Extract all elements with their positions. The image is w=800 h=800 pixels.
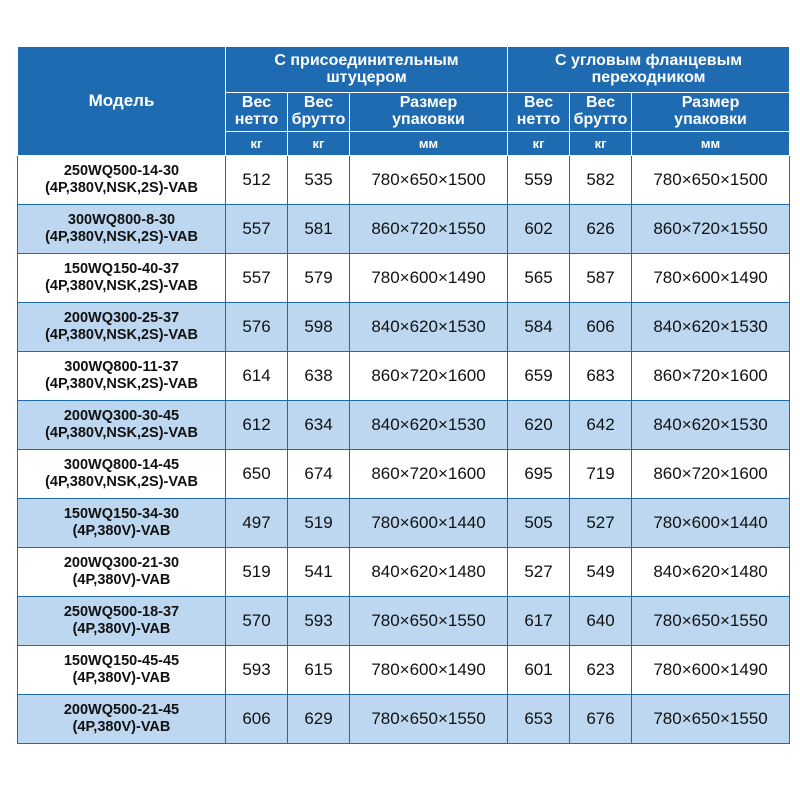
table-row — [18, 254, 790, 303]
table-row — [18, 597, 790, 646]
gross-weight-flange-cell: 549 — [570, 548, 632, 597]
model-spec: (4P,380V)-VAB — [72, 719, 171, 735]
model-name: 200WQ300-30-45 — [63, 408, 180, 425]
package-size-fitting-cell: 860×720×1600 — [350, 450, 508, 499]
model-cell — [18, 499, 226, 548]
gross-weight-flange-cell: 640 — [570, 597, 632, 646]
net-weight-fitting-cell: 593 — [226, 646, 288, 695]
package-size-fitting-cell: 780×600×1440 — [350, 499, 508, 548]
gross-weight-flange-cell: 606 — [570, 303, 632, 352]
header-group-fitting-line2: штуцером — [326, 68, 407, 86]
model-name: 200WQ500-21-45 — [63, 702, 180, 719]
model-cell — [18, 303, 226, 352]
package-size-flange-cell: 840×620×1530 — [632, 401, 790, 450]
package-size-fitting-cell: 780×600×1490 — [350, 646, 508, 695]
gross-weight-fitting-cell: 579 — [288, 254, 350, 303]
package-size-fitting-cell: 840×620×1480 — [350, 548, 508, 597]
gross-weight-flange-cell: 642 — [570, 401, 632, 450]
gross-weight-flange-cell: 623 — [570, 646, 632, 695]
model-spec: (4P,380V,NSK,2S)-VAB — [45, 278, 198, 294]
gross-weight-fitting-cell: 634 — [288, 401, 350, 450]
unit-kg-gross-b: кг — [570, 132, 632, 156]
header-group-fitting — [226, 47, 508, 93]
table-row — [18, 548, 790, 597]
gross-weight-fitting-cell: 674 — [288, 450, 350, 499]
gross-weight-fitting-cell: 629 — [288, 695, 350, 744]
net-weight-flange-cell: 617 — [508, 597, 570, 646]
header-net-weight-a-line2: нетто — [234, 111, 279, 128]
net-weight-flange-cell: 659 — [508, 352, 570, 401]
table-row — [18, 205, 790, 254]
gross-weight-fitting-cell: 598 — [288, 303, 350, 352]
net-weight-flange-cell: 602 — [508, 205, 570, 254]
package-size-fitting-cell: 780×650×1500 — [350, 156, 508, 205]
unit-mm-size-b: мм — [632, 132, 790, 156]
package-size-flange-cell: 780×600×1490 — [632, 254, 790, 303]
header-group-flange-line1: С угловым фланцевым — [555, 51, 743, 69]
package-size-flange-cell: 860×720×1600 — [632, 352, 790, 401]
package-size-flange-cell: 860×720×1550 — [632, 205, 790, 254]
header-gross-weight-b-line1: Вес — [585, 94, 616, 112]
gross-weight-fitting-cell: 541 — [288, 548, 350, 597]
model-name: 200WQ300-25-37 — [63, 310, 180, 327]
gross-weight-flange-cell: 527 — [570, 499, 632, 548]
net-weight-flange-cell: 653 — [508, 695, 570, 744]
table-body — [18, 156, 790, 744]
model-name: 150WQ150-45-45 — [63, 653, 180, 670]
package-size-flange-cell: 780×600×1490 — [632, 646, 790, 695]
model-name: 250WQ500-14-30 — [63, 163, 180, 180]
model-cell — [18, 156, 226, 205]
model-spec: (4P,380V,NSK,2S)-VAB — [45, 180, 198, 196]
net-weight-fitting-cell: 497 — [226, 499, 288, 548]
gross-weight-fitting-cell: 593 — [288, 597, 350, 646]
pump-weights-table-sheet — [17, 46, 783, 744]
model-name: 150WQ150-34-30 — [63, 506, 180, 523]
gross-weight-flange-cell: 582 — [570, 156, 632, 205]
gross-weight-flange-cell: 683 — [570, 352, 632, 401]
table-row — [18, 450, 790, 499]
net-weight-flange-cell: 601 — [508, 646, 570, 695]
header-model — [18, 47, 226, 156]
model-name: 150WQ150-40-37 — [63, 261, 180, 278]
header-model-label: Модель — [88, 91, 155, 111]
package-size-fitting-cell: 840×620×1530 — [350, 303, 508, 352]
gross-weight-flange-cell: 587 — [570, 254, 632, 303]
package-size-flange-cell: 860×720×1600 — [632, 450, 790, 499]
header-package-size-b — [632, 93, 790, 132]
model-cell — [18, 548, 226, 597]
header-gross-weight-a-line2: брутто — [291, 111, 346, 128]
package-size-fitting-cell: 780×650×1550 — [350, 597, 508, 646]
model-cell — [18, 646, 226, 695]
model-cell — [18, 597, 226, 646]
model-cell — [18, 254, 226, 303]
net-weight-fitting-cell: 576 — [226, 303, 288, 352]
net-weight-flange-cell: 565 — [508, 254, 570, 303]
table-row — [18, 499, 790, 548]
header-net-weight-a — [226, 93, 288, 132]
net-weight-fitting-cell: 519 — [226, 548, 288, 597]
model-name: 200WQ300-21-30 — [63, 555, 180, 572]
net-weight-flange-cell: 505 — [508, 499, 570, 548]
net-weight-fitting-cell: 606 — [226, 695, 288, 744]
model-cell — [18, 205, 226, 254]
net-weight-fitting-cell: 650 — [226, 450, 288, 499]
package-size-flange-cell: 780×650×1550 — [632, 695, 790, 744]
gross-weight-fitting-cell: 638 — [288, 352, 350, 401]
package-size-flange-cell: 780×650×1550 — [632, 597, 790, 646]
net-weight-flange-cell: 559 — [508, 156, 570, 205]
net-weight-flange-cell: 527 — [508, 548, 570, 597]
unit-kg-net-b: кг — [508, 132, 570, 156]
table-row — [18, 352, 790, 401]
model-cell — [18, 352, 226, 401]
header-package-size-b-line1: Размер — [681, 94, 740, 112]
header-net-weight-b-line2: нетто — [516, 111, 561, 128]
table-row — [18, 646, 790, 695]
model-name: 300WQ800-11-37 — [64, 359, 179, 376]
gross-weight-fitting-cell: 519 — [288, 499, 350, 548]
table-header — [18, 47, 790, 156]
gross-weight-flange-cell: 719 — [570, 450, 632, 499]
model-spec: (4P,380V)-VAB — [72, 670, 171, 686]
header-package-size-a-line1: Размер — [399, 94, 458, 112]
net-weight-flange-cell: 620 — [508, 401, 570, 450]
model-spec: (4P,380V,NSK,2S)-VAB — [45, 474, 198, 490]
unit-kg-net-a: кг — [226, 132, 288, 156]
model-spec: (4P,380V,NSK,2S)-VAB — [45, 376, 198, 392]
package-size-flange-cell: 780×650×1500 — [632, 156, 790, 205]
model-cell — [18, 450, 226, 499]
package-size-fitting-cell: 780×600×1490 — [350, 254, 508, 303]
package-size-fitting-cell: 780×650×1550 — [350, 695, 508, 744]
model-name: 300WQ800-8-30 — [67, 212, 176, 229]
header-net-weight-b — [508, 93, 570, 132]
net-weight-flange-cell: 695 — [508, 450, 570, 499]
model-name: 250WQ500-18-37 — [63, 604, 180, 621]
model-cell — [18, 401, 226, 450]
header-gross-weight-a-line1: Вес — [303, 94, 334, 112]
net-weight-fitting-cell: 570 — [226, 597, 288, 646]
package-size-fitting-cell: 840×620×1530 — [350, 401, 508, 450]
net-weight-fitting-cell: 612 — [226, 401, 288, 450]
gross-weight-fitting-cell: 535 — [288, 156, 350, 205]
model-spec: (4P,380V,NSK,2S)-VAB — [45, 229, 198, 245]
header-gross-weight-b — [570, 93, 632, 132]
header-net-weight-b-line1: Вес — [523, 94, 554, 112]
gross-weight-flange-cell: 676 — [570, 695, 632, 744]
unit-mm-size-a: мм — [350, 132, 508, 156]
header-group-flange-line2: переходником — [591, 68, 706, 86]
pump-weights-table — [17, 46, 790, 744]
table-row — [18, 401, 790, 450]
net-weight-fitting-cell: 512 — [226, 156, 288, 205]
gross-weight-fitting-cell: 581 — [288, 205, 350, 254]
gross-weight-flange-cell: 626 — [570, 205, 632, 254]
model-spec: (4P,380V,NSK,2S)-VAB — [45, 425, 198, 441]
model-spec: (4P,380V)-VAB — [72, 572, 171, 588]
header-group-flange — [508, 47, 790, 93]
net-weight-fitting-cell: 557 — [226, 254, 288, 303]
header-gross-weight-a — [288, 93, 350, 132]
net-weight-flange-cell: 584 — [508, 303, 570, 352]
net-weight-fitting-cell: 557 — [226, 205, 288, 254]
header-group-fitting-line1: С присоединительным — [274, 51, 459, 69]
header-row-groups — [18, 47, 790, 93]
model-name: 300WQ800-14-45 — [63, 457, 180, 474]
table-row — [18, 303, 790, 352]
model-spec: (4P,380V)-VAB — [72, 523, 171, 539]
table-row — [18, 156, 790, 205]
package-size-flange-cell: 840×620×1530 — [632, 303, 790, 352]
package-size-flange-cell: 780×600×1440 — [632, 499, 790, 548]
package-size-fitting-cell: 860×720×1550 — [350, 205, 508, 254]
header-package-size-a-line2: упаковки — [392, 111, 465, 128]
gross-weight-fitting-cell: 615 — [288, 646, 350, 695]
package-size-fitting-cell: 860×720×1600 — [350, 352, 508, 401]
model-spec: (4P,380V,NSK,2S)-VAB — [45, 327, 198, 343]
header-package-size-a — [350, 93, 508, 132]
net-weight-fitting-cell: 614 — [226, 352, 288, 401]
package-size-flange-cell: 840×620×1480 — [632, 548, 790, 597]
model-cell — [18, 695, 226, 744]
model-spec: (4P,380V)-VAB — [72, 621, 171, 637]
table-row — [18, 695, 790, 744]
header-net-weight-a-line1: Вес — [241, 94, 272, 112]
header-gross-weight-b-line2: брутто — [573, 111, 628, 128]
header-package-size-b-line2: упаковки — [674, 111, 747, 128]
unit-kg-gross-a: кг — [288, 132, 350, 156]
